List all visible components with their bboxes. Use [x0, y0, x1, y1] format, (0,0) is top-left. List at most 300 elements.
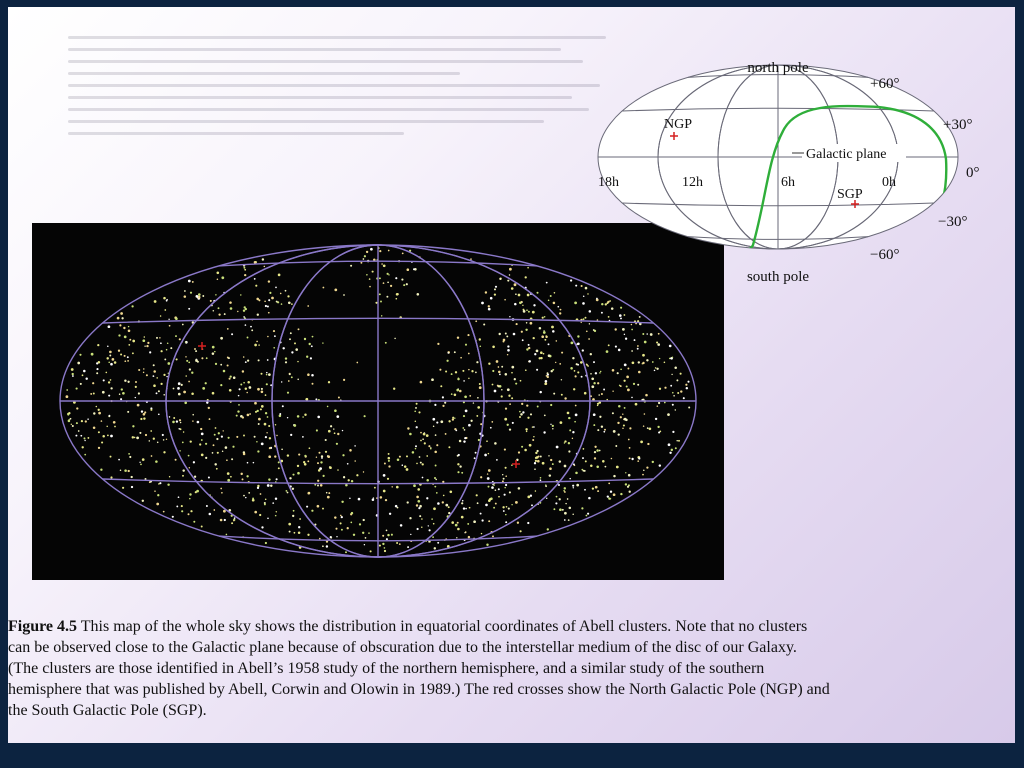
lat-label-plus60: +60° [870, 76, 900, 92]
cluster-dot [593, 382, 595, 384]
cluster-dot [190, 440, 192, 442]
cluster-dot [604, 429, 606, 431]
cluster-dot [156, 392, 158, 394]
cluster-dot [553, 393, 555, 395]
lat-label-minus60: −60° [870, 247, 900, 263]
cluster-dot [169, 476, 170, 477]
cluster-dot [163, 297, 166, 300]
cluster-dot [195, 491, 197, 493]
cluster-dot [164, 309, 166, 311]
cluster-dot [572, 438, 573, 439]
cluster-dot [205, 382, 207, 384]
cluster-dot [129, 339, 131, 341]
cluster-dot [77, 362, 80, 365]
cluster-dot [445, 504, 448, 507]
cluster-dot [479, 386, 482, 389]
cluster-dot [590, 465, 593, 468]
cluster-dot [195, 359, 198, 362]
cluster-dot [455, 371, 457, 373]
cluster-dot [422, 463, 424, 465]
cluster-dot [564, 519, 566, 521]
cluster-dot [672, 404, 674, 406]
cluster-dot [144, 345, 145, 346]
cluster-dot [557, 306, 559, 308]
cluster-dot [462, 370, 464, 372]
cluster-dot [250, 326, 252, 328]
cluster-dot [468, 378, 469, 379]
cluster-dot [267, 359, 269, 361]
cluster-dot [153, 375, 155, 377]
cluster-dot [163, 451, 165, 453]
cluster-dot [212, 346, 215, 349]
cluster-dot [80, 383, 82, 385]
cluster-dot [582, 457, 584, 459]
cluster-dot [220, 364, 222, 366]
cluster-dot [162, 434, 164, 436]
cluster-dot [312, 383, 314, 385]
cluster-dot [553, 508, 555, 510]
cluster-dot [528, 344, 530, 346]
cluster-dot [574, 421, 576, 423]
cluster-dot [200, 428, 202, 430]
cluster-dot [184, 295, 187, 298]
cluster-dot [505, 373, 508, 376]
cluster-dot [178, 496, 180, 498]
ra-label-0h: 0h [882, 175, 896, 190]
cluster-dot [596, 298, 598, 300]
cluster-dot [646, 333, 648, 335]
cluster-dot [475, 320, 477, 322]
cluster-dot [379, 545, 381, 547]
cluster-dot [499, 278, 501, 280]
cluster-dot [68, 412, 70, 414]
cluster-dot [525, 329, 527, 331]
cluster-dot [265, 412, 267, 414]
cluster-dot [667, 413, 670, 416]
cluster-dot [120, 469, 122, 471]
cluster-dot [127, 381, 129, 383]
cluster-dot [261, 388, 263, 390]
cluster-dot [173, 388, 175, 390]
cluster-dot [166, 300, 168, 302]
cluster-dot [409, 517, 411, 519]
cluster-dot [312, 336, 314, 338]
cluster-dot [421, 518, 423, 520]
cluster-dot [175, 335, 177, 337]
cluster-dot [193, 461, 195, 463]
cluster-dot [124, 379, 126, 381]
cluster-dot [154, 490, 156, 492]
cluster-dot [163, 374, 165, 376]
cluster-dot [590, 373, 592, 375]
cluster-dot [243, 435, 245, 437]
cluster-dot [176, 358, 178, 360]
cluster-dot [213, 444, 215, 446]
cluster-dot [216, 271, 219, 274]
cluster-dot [135, 381, 137, 383]
cluster-dot [505, 467, 507, 469]
cluster-dot [622, 328, 625, 331]
cluster-dot [227, 328, 229, 330]
cluster-dot [573, 388, 575, 390]
cluster-dot [103, 379, 105, 381]
cluster-dot [321, 455, 323, 457]
cluster-dot [580, 361, 583, 364]
cluster-dot [415, 420, 417, 422]
cluster-dot [169, 416, 171, 418]
cluster-dot [364, 255, 366, 257]
cluster-dot [215, 427, 217, 429]
cluster-dot [124, 355, 126, 357]
cluster-dot [264, 301, 266, 303]
cluster-dot [536, 369, 538, 371]
cluster-dot [221, 276, 224, 279]
cluster-dot [327, 406, 329, 408]
cluster-dot [216, 468, 218, 470]
cluster-dot [442, 396, 444, 398]
cluster-dot [542, 462, 545, 465]
cluster-dot [448, 446, 450, 448]
cluster-dot [379, 293, 381, 295]
cluster-dot [607, 302, 609, 304]
cluster-dot [129, 456, 131, 458]
cluster-dot [532, 426, 533, 427]
cluster-dot [266, 432, 267, 433]
cluster-dot [567, 412, 570, 415]
cluster-dot [505, 514, 507, 516]
cluster-dot [587, 293, 588, 294]
cluster-dot [608, 344, 610, 346]
cluster-dot [437, 343, 439, 345]
cluster-dot [273, 330, 275, 332]
cluster-dot [527, 294, 530, 297]
cluster-dot [504, 487, 506, 489]
cluster-dot [364, 415, 366, 417]
cluster-dot [369, 278, 371, 280]
cluster-dot [388, 274, 389, 275]
cluster-dot [84, 454, 86, 456]
cluster-dot [687, 381, 689, 383]
cluster-dot [214, 463, 216, 465]
cluster-dot [217, 278, 219, 280]
cluster-dot [646, 467, 648, 469]
cluster-dot [481, 533, 482, 534]
cluster-dot [511, 372, 513, 374]
cluster-dot [118, 459, 120, 461]
cluster-dot [483, 323, 485, 325]
cluster-dot [273, 347, 275, 349]
cluster-dot [310, 357, 312, 359]
cluster-dot [72, 425, 74, 427]
cluster-dot [577, 371, 579, 373]
cluster-dot [629, 447, 631, 449]
cluster-dot [160, 315, 162, 317]
cluster-dot [627, 389, 630, 392]
cluster-dot [343, 379, 345, 381]
cluster-dot [428, 445, 430, 447]
cluster-dot [605, 466, 607, 468]
cluster-dot [555, 362, 556, 363]
cluster-dot [66, 389, 68, 391]
cluster-dot [109, 351, 112, 354]
cluster-dot [668, 443, 671, 446]
cluster-dot [246, 392, 248, 394]
cluster-dot [540, 456, 542, 458]
cluster-dot [218, 432, 220, 434]
cluster-dot [433, 523, 435, 525]
cluster-dot [317, 416, 320, 419]
cluster-dot [533, 337, 535, 339]
cluster-dot [205, 443, 207, 445]
cluster-dot [678, 440, 680, 442]
cluster-dot [158, 390, 160, 392]
cluster-dot [670, 385, 672, 387]
cluster-dot [522, 305, 523, 306]
cluster-dot [564, 512, 567, 515]
cluster-dot [454, 394, 457, 397]
cluster-dot [576, 484, 579, 487]
cluster-dot [659, 358, 660, 359]
cluster-dot [669, 452, 671, 454]
cluster-dot [347, 527, 349, 529]
cluster-dot [552, 463, 554, 465]
cluster-dot [514, 303, 517, 306]
cluster-dot [612, 390, 613, 391]
cluster-dot [568, 519, 570, 521]
cluster-dot [372, 271, 374, 273]
cluster-dot [575, 405, 577, 407]
cluster-dot [150, 409, 152, 411]
cluster-dot [363, 258, 365, 260]
cluster-dot [586, 330, 588, 332]
cluster-dot [570, 279, 572, 281]
cluster-dot [100, 469, 102, 471]
cluster-dot [327, 496, 330, 499]
cluster-dot [311, 345, 313, 347]
cluster-dot [492, 384, 494, 386]
cluster-dot [400, 524, 403, 527]
cluster-dot [266, 383, 268, 385]
cluster-dot [419, 456, 421, 458]
cluster-dot [131, 305, 133, 307]
cluster-dot [217, 452, 219, 454]
cluster-dot [617, 372, 619, 374]
cluster-dot [612, 412, 614, 414]
cluster-dot [459, 465, 461, 467]
cluster-dot [461, 472, 463, 474]
cluster-dot [268, 373, 271, 376]
cluster-dot [328, 430, 331, 433]
cluster-dot [452, 418, 454, 420]
cluster-dot [526, 322, 528, 324]
cluster-dot [316, 429, 318, 431]
cluster-dot [655, 367, 657, 369]
ngp-cross [198, 342, 206, 350]
cluster-dot [182, 324, 184, 326]
cluster-dot [496, 459, 498, 461]
cluster-dot [336, 443, 338, 445]
cluster-dot [266, 374, 268, 376]
cluster-dot [431, 518, 433, 520]
cluster-dot [560, 421, 563, 424]
cluster-dot [291, 303, 293, 305]
cluster-dot [80, 435, 82, 437]
cluster-dot [331, 537, 333, 539]
cluster-dot [309, 447, 311, 449]
cluster-dot [534, 462, 536, 464]
cluster-dot [128, 453, 130, 455]
pole-markers [198, 342, 520, 468]
cluster-dot [639, 316, 641, 318]
cluster-dot [434, 477, 436, 479]
cluster-dot [386, 538, 388, 540]
cluster-dot [243, 495, 245, 497]
cluster-dot [550, 424, 551, 425]
cluster-dot [628, 439, 630, 441]
cluster-dot [511, 397, 513, 399]
cluster-dot [610, 490, 612, 492]
cluster-dot [545, 335, 546, 336]
cluster-dot [642, 354, 645, 357]
cluster-dot [395, 277, 397, 279]
cluster-dot [490, 427, 492, 429]
cluster-dot [594, 446, 596, 448]
cluster-dot [338, 397, 340, 399]
cluster-dot [454, 428, 456, 430]
cluster-dot [384, 463, 386, 465]
cluster-dot [402, 464, 404, 466]
cluster-dot [298, 526, 300, 528]
cluster-dot [326, 492, 328, 494]
cluster-dot [652, 461, 654, 463]
cluster-dot [468, 536, 470, 538]
cluster-dot [467, 523, 469, 525]
cluster-dot [524, 449, 527, 452]
cluster-dot [383, 264, 386, 267]
cluster-dot [417, 500, 420, 503]
cluster-dot [492, 484, 493, 485]
cluster-dot [481, 302, 484, 305]
cluster-dot [369, 286, 371, 288]
cluster-dot [188, 513, 190, 515]
figure-number: Figure 4.5 [8, 618, 78, 635]
cluster-dot [159, 337, 160, 338]
cluster-dot [564, 491, 566, 493]
cluster-dot [243, 356, 245, 358]
cluster-dot [558, 484, 560, 486]
cluster-dot [188, 381, 190, 383]
cluster-dot [119, 324, 121, 326]
cluster-dot [340, 522, 342, 524]
cluster-dot [469, 395, 471, 397]
cluster-dot [422, 438, 424, 440]
cluster-dot [360, 262, 362, 264]
cluster-dot [573, 487, 574, 488]
cluster-dot [597, 429, 599, 431]
cluster-dot [170, 347, 172, 349]
cluster-dot [588, 338, 590, 340]
cluster-dot [564, 440, 566, 442]
cluster-dot [532, 439, 534, 441]
cluster-dot [659, 388, 661, 390]
cluster-dot [629, 457, 631, 459]
cluster-dot [140, 464, 142, 466]
cluster-dot [559, 508, 562, 511]
cluster-dot [298, 454, 300, 456]
cluster-dot [330, 425, 332, 427]
cluster-dot [265, 436, 267, 438]
cluster-dot [370, 550, 372, 552]
cluster-dot [121, 317, 123, 319]
cluster-dot [247, 462, 249, 464]
cluster-dot [243, 382, 245, 384]
cluster-dot [491, 421, 493, 423]
cluster-dot [76, 388, 78, 390]
cluster-dot [295, 348, 298, 351]
cluster-dot [155, 460, 158, 463]
cluster-dot [447, 352, 449, 354]
cluster-dot [268, 299, 270, 301]
cluster-dot [573, 463, 575, 465]
ra-label-18h: 18h [598, 175, 619, 190]
cluster-dot [267, 305, 269, 307]
cluster-dot [91, 353, 94, 356]
cluster-dot [188, 308, 190, 310]
cluster-dot [554, 292, 556, 294]
cluster-dot [391, 534, 393, 536]
cluster-dot [589, 310, 592, 313]
cluster-dot [434, 547, 436, 549]
cluster-dot [173, 417, 175, 419]
cluster-dot [108, 415, 110, 417]
cluster-dot [347, 463, 349, 465]
cluster-dot [628, 484, 630, 486]
cluster-dot [102, 435, 105, 438]
cluster-dot [410, 534, 411, 535]
cluster-dot [220, 488, 222, 490]
cluster-dot [642, 333, 644, 335]
cluster-dot [202, 295, 204, 297]
cluster-dot [350, 522, 352, 524]
cluster-dot [132, 352, 134, 354]
cluster-dot [669, 345, 672, 348]
cluster-dot [487, 477, 490, 480]
cluster-dot [368, 532, 370, 534]
cluster-dot [206, 357, 208, 359]
cluster-dot [516, 323, 518, 325]
cluster-dot [404, 465, 407, 468]
cluster-dot [258, 344, 259, 345]
cluster-dot [423, 433, 426, 436]
cluster-dot [167, 342, 169, 344]
cluster-dot [192, 281, 194, 283]
cluster-dot [396, 542, 398, 544]
cluster-dot [559, 498, 561, 500]
cluster-dot [507, 424, 509, 426]
cluster-dot [640, 441, 643, 444]
cluster-dot [380, 496, 383, 499]
cluster-dot [383, 282, 385, 284]
cluster-dot [142, 458, 145, 461]
cluster-dot [268, 280, 270, 282]
cluster-dot [498, 496, 500, 498]
cluster-dot [292, 515, 294, 517]
cluster-dot [110, 476, 112, 478]
cluster-dot [93, 393, 95, 395]
cluster-dot [468, 369, 470, 371]
cluster-dot [536, 350, 539, 353]
cluster-dot [82, 374, 84, 376]
